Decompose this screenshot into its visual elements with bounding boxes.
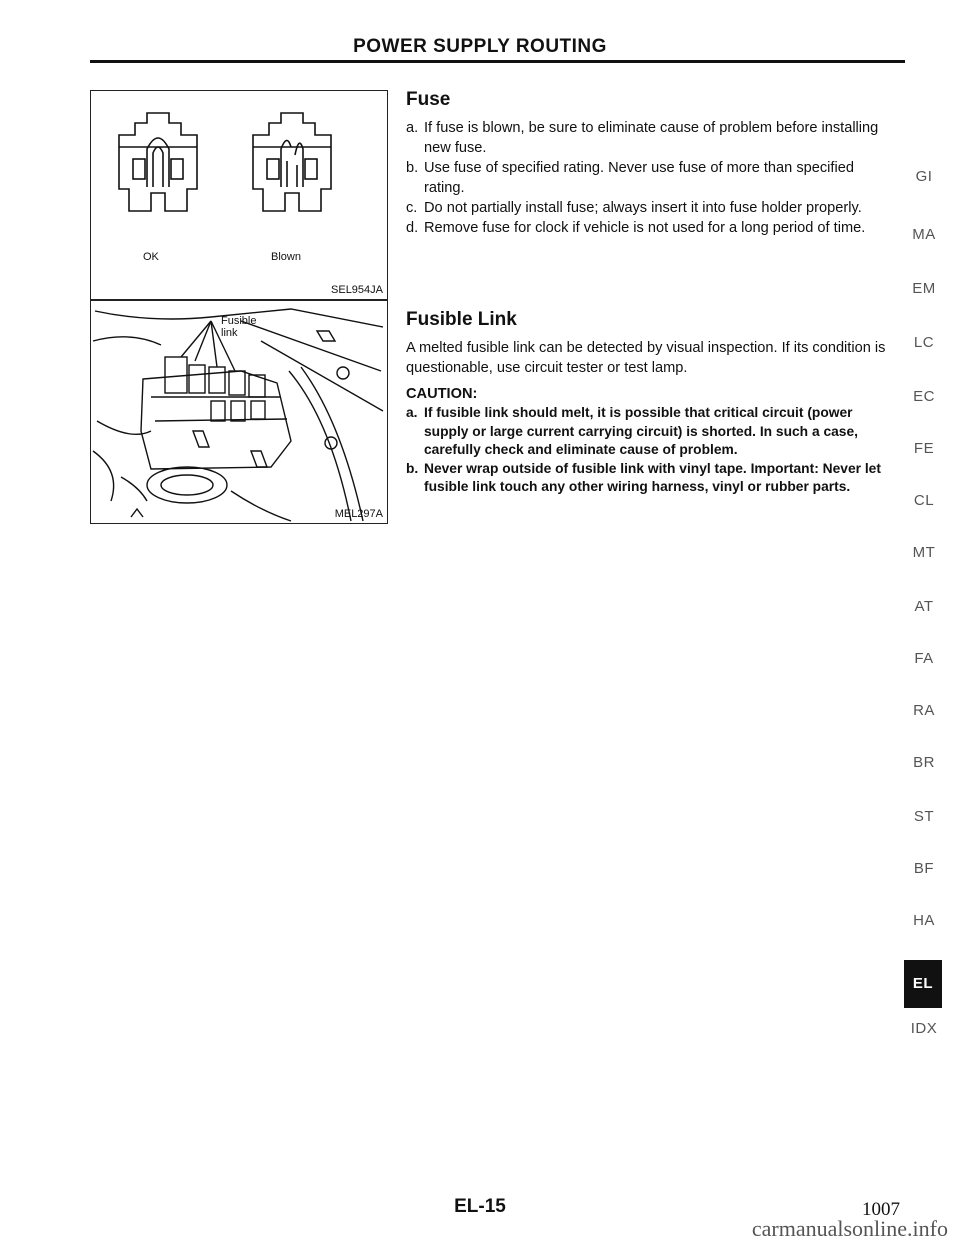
list-item: d. Remove fuse for clock if vehicle is not used for a long period of time. — [406, 220, 866, 236]
fuse-heading: Fuse — [406, 89, 451, 110]
tab-br[interactable]: BR — [913, 754, 935, 771]
tab-em[interactable]: EM — [912, 280, 936, 297]
list-item: c. Do not partially install fuse; always insert it into fuse holder properly. — [406, 200, 862, 216]
fuse-figure — [90, 90, 388, 300]
page-id: EL-15 — [454, 1196, 506, 1217]
fuse-illustration — [91, 91, 387, 299]
fuse-list — [406, 118, 894, 238]
fuse-section — [406, 90, 894, 238]
figure-code: SEL954JA — [331, 284, 383, 296]
tab-st[interactable]: ST — [913, 808, 935, 825]
title-rule — [90, 60, 905, 63]
tab-ec[interactable]: EC — [913, 388, 935, 405]
label-blown: Blown — [271, 251, 301, 263]
label-ok: OK — [143, 251, 159, 263]
list-item: a. If fusible link should melt, it is possible that critical circuit (power supply or large current carrying circuit) is shorted. In such a case, carefully check and eliminate cause of problem. — [406, 405, 858, 457]
tab-ma[interactable]: MA — [912, 226, 936, 243]
tab-gi[interactable]: GI — [915, 168, 933, 185]
fuse-ok-drawing — [119, 113, 197, 211]
list-item: b. Never wrap outside of fusible link with vinyl tape. Important: Never let fusible link touch any other wiring harness, vinyl or rubber parts. — [406, 460, 881, 494]
tab-bf[interactable]: BF — [913, 860, 935, 877]
tab-fe[interactable]: FE — [913, 440, 935, 457]
caution-list — [406, 404, 894, 497]
tab-at[interactable]: AT — [914, 598, 934, 615]
fusible-link-section — [406, 310, 894, 497]
page-title: POWER SUPPLY ROUTING — [353, 36, 607, 57]
list-item: b. Use fuse of specified rating. Never use fuse of more than specified rating. — [406, 160, 854, 196]
fusible-link-intro: A melted fusible link can be detected by visual inspection. If its condition is questionable, use circuit tester or test lamp. — [406, 340, 886, 376]
tab-mt[interactable]: MT — [912, 544, 936, 561]
tab-idx[interactable]: IDX — [910, 1020, 938, 1037]
tab-lc[interactable]: LC — [913, 334, 935, 351]
tab-cl[interactable]: CL — [913, 492, 935, 509]
caution-label: CAUTION: — [406, 386, 478, 402]
fusible-link-figure — [90, 300, 388, 524]
list-item: a. If fuse is blown, be sure to eliminate cause of problem before installing new fuse. — [406, 120, 879, 156]
tab-el-active[interactable]: EL — [904, 960, 942, 1008]
page-number: 1007 — [862, 1199, 900, 1220]
tab-ra[interactable]: RA — [913, 702, 935, 719]
tab-ha[interactable]: HA — [913, 912, 935, 929]
figure-code: MEL297A — [334, 508, 383, 520]
fusible-link-callout: Fusible link — [221, 315, 257, 339]
fusible-link-heading: Fusible Link — [406, 309, 517, 330]
fuse-blown-drawing — [253, 113, 331, 211]
watermark: carmanualsonline.info — [751, 1216, 948, 1241]
tab-fa[interactable]: FA — [914, 650, 934, 667]
